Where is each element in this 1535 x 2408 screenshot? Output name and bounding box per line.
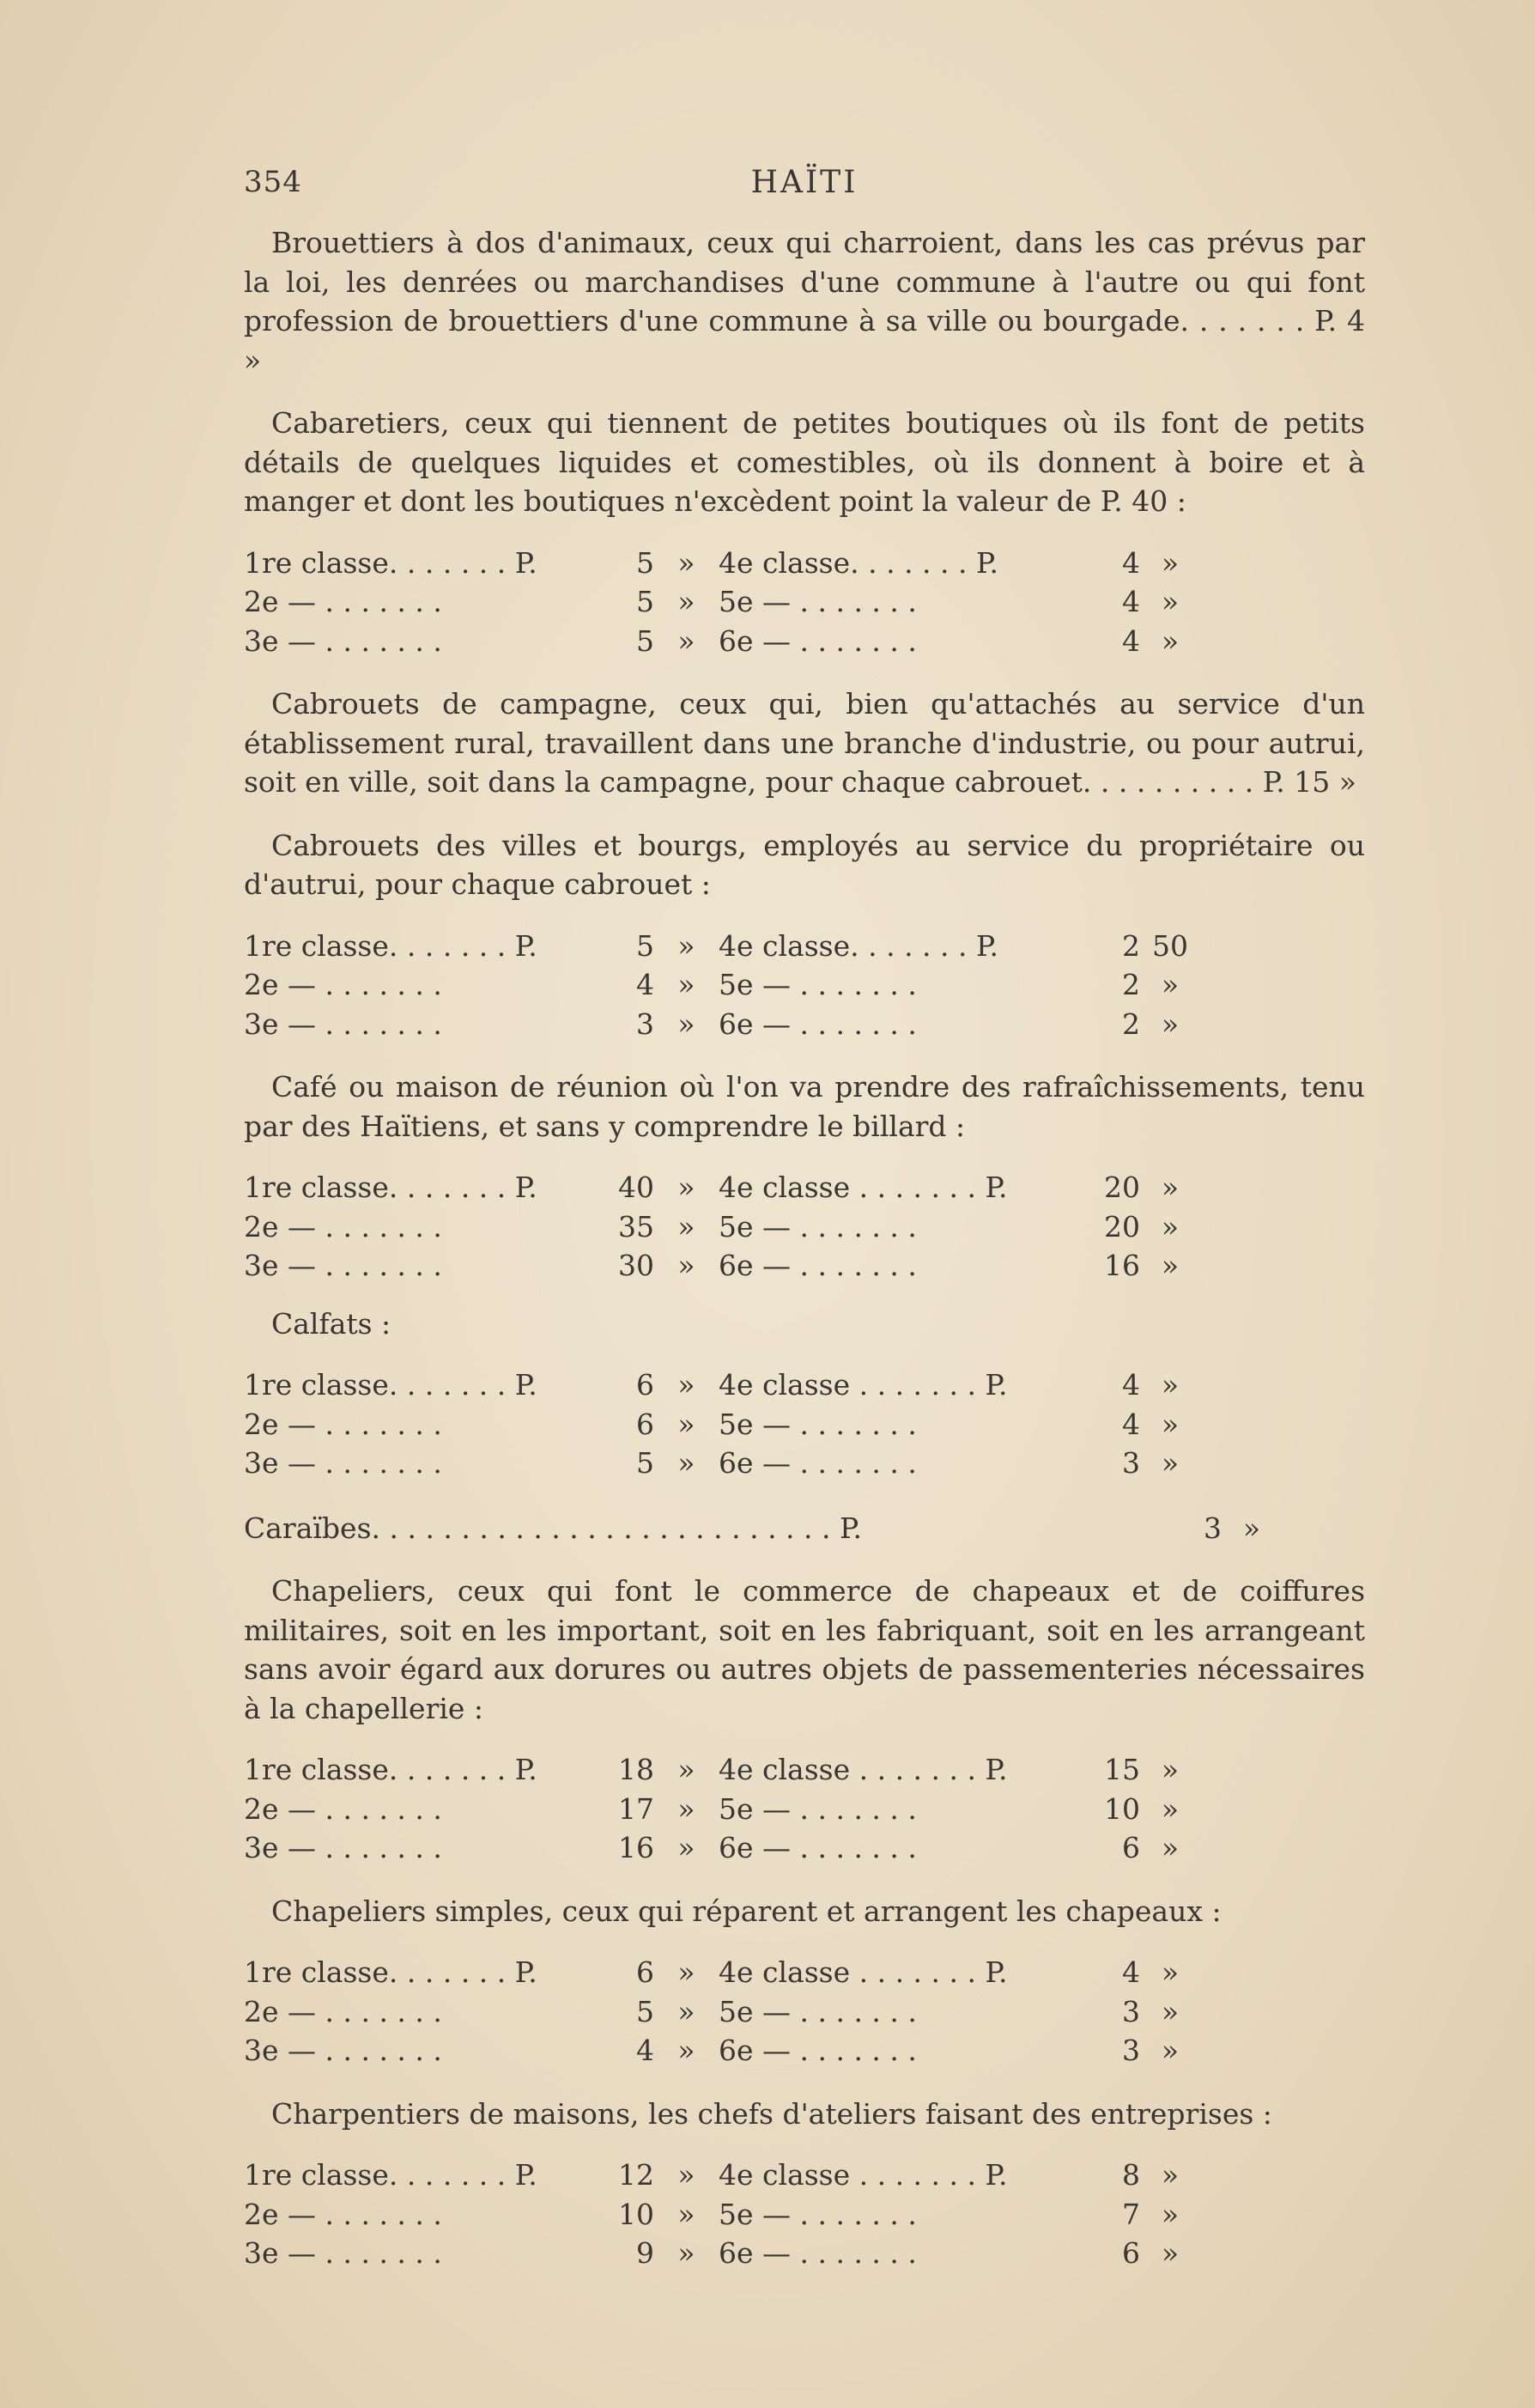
table-cell: 16 [618, 1831, 654, 1864]
table-cell: 40 [618, 1171, 654, 1204]
table-cell: 20 [1104, 1209, 1140, 1244]
table-row [244, 2195, 1200, 2235]
table-cell: 3 [1122, 1994, 1140, 2028]
paragraph-text: Cabrouets de campagne, ceux qui, bien qu'attachés au service d'un établissement rural, travaillent dans une branche d'industrie, ou pour autrui, soit en ville, soit dans la campagne, pour chaque cabrouet. . . . . . . . . . P. 15 » [244, 687, 1365, 799]
table-cell: 6 [636, 1368, 654, 1402]
table-cell: » [1161, 2034, 1180, 2067]
rate-table [244, 1365, 1200, 1483]
table-row [244, 1005, 1200, 1044]
paragraph [244, 684, 1365, 802]
table-cell: » [677, 1209, 695, 1244]
table-cell: » [1161, 1791, 1180, 1826]
table-cell: » [1161, 1407, 1180, 1441]
table-cell: » [1161, 623, 1180, 658]
table-cell: » [1161, 2158, 1180, 2192]
table-cell: 50 [1152, 928, 1188, 963]
table-cell: » [677, 1831, 695, 1864]
table-cell: 2 [1122, 1006, 1140, 1041]
table-cell: 5 [636, 545, 654, 580]
table-cell: 2e — . . . . . . . [244, 2197, 442, 2231]
paragraph-text: Chapeliers simples, ceux qui réparent et arrangent les chapeaux : [271, 1894, 1222, 1928]
page-content [244, 223, 1365, 2273]
table-cell: 17 [618, 1791, 654, 1826]
table-row [244, 2156, 1200, 2195]
table-row [244, 1750, 1200, 1790]
table-cell: » [1161, 2236, 1180, 2270]
paragraph-text: Cabaretiers, ceux qui tiennent de petites boutiques où ils font de petits détails de quelques liquides et comestibles, où ils donnent à boire et à manger et dont les boutiques n'excèdent point la valeur de P. 40 : [244, 406, 1365, 518]
table-row [244, 1365, 1200, 1405]
table-cell: 4 [1122, 1955, 1140, 1989]
table-cell: 15 [1104, 1753, 1140, 1786]
rate-table [244, 1750, 1200, 1868]
table-cell: » [677, 585, 695, 618]
table-cell: 4e classe. . . . . . . P. [719, 928, 998, 963]
table-cell: » [1161, 1249, 1180, 1282]
table-cell: 2e — . . . . . . . [244, 968, 442, 1001]
table-cell: 5e — . . . . . . . [719, 1791, 917, 1826]
table-cell: 6e — . . . . . . . [719, 1249, 917, 1282]
table-cell: 1re classe. . . . . . . P. [244, 928, 537, 963]
table-cell: 2e — . . . . . . . [244, 1209, 442, 1244]
rate-table [244, 1953, 1200, 2071]
table-cell: 3e — . . . . . . . [244, 1249, 442, 1282]
table-cell: 4 [1122, 623, 1140, 658]
table-cell: 4 [1122, 585, 1140, 618]
table-cell: » [677, 968, 695, 1001]
table-cell: 10 [1104, 1791, 1140, 1826]
table-cell: » [677, 2034, 695, 2067]
table-cell: 5 [636, 928, 654, 963]
table-cell: 3 [636, 1006, 654, 1041]
table-cell: 6e — . . . . . . . [719, 2034, 917, 2067]
table-cell: 6e — . . . . . . . [719, 1831, 917, 1864]
table-row [244, 582, 1200, 622]
table-cell: 5e — . . . . . . . [719, 1209, 917, 1244]
table-row [244, 1207, 1200, 1247]
table-cell: » [677, 1171, 695, 1204]
table-cell: » [1161, 2197, 1180, 2231]
paragraph-text: Chapeliers, ceux qui font le commerce de chapeaux et de coiffures militaires, soit en les important, soit en les fabriquant, soit en les arrangeant sans avoir égard aux dorures ou autres objets de passementeries nécessaires à la chapellerie : [244, 1574, 1365, 1725]
paragraph [244, 1572, 1365, 1728]
table-cell: » [1161, 585, 1180, 618]
table-cell: » [677, 1249, 695, 1282]
table-row [244, 622, 1200, 661]
table-cell: 30 [618, 1249, 654, 1282]
section-heading: Calfats : [271, 1306, 391, 1341]
table-cell: » [677, 1955, 695, 1989]
table-cell: 5 [636, 1994, 654, 2028]
table-cell: 4e classe. . . . . . . P. [719, 545, 998, 580]
rate-suffix: » [1242, 1511, 1261, 1545]
table-cell: » [677, 623, 695, 658]
paragraph [244, 404, 1365, 521]
table-cell: 4 [1122, 545, 1140, 580]
table-cell: 6e — . . . . . . . [719, 623, 917, 658]
rate-table [244, 1168, 1200, 1286]
table-cell: 1re classe. . . . . . . P. [244, 2158, 537, 2192]
page-header [244, 163, 1365, 223]
table-cell: » [677, 2158, 695, 2192]
paragraph [244, 2095, 1365, 2134]
table-row [244, 2031, 1200, 2071]
paragraph-text: Charpentiers de maisons, les chefs d'ateliers faisant des entreprises : [271, 2096, 1272, 2131]
table-cell: » [1161, 1831, 1180, 1864]
table-row [244, 1405, 1200, 1444]
table-cell: 6 [636, 1955, 654, 1989]
table-cell: 6 [636, 1407, 654, 1441]
table-row [244, 1246, 1200, 1286]
table-row [244, 965, 1200, 1005]
table-cell: » [677, 1006, 695, 1041]
paragraph-text: Café ou maison de réunion où l'on va prendre des rafraîchissements, tenu par des Haïtiens, et sans y comprendre le billard : [244, 1070, 1365, 1143]
page-number: 354 [244, 165, 302, 199]
paragraph [244, 223, 1365, 380]
rate-table [244, 544, 1200, 661]
table-cell: » [677, 1446, 695, 1480]
table-cell: » [677, 2236, 695, 2270]
single-rate-row [244, 1509, 1365, 1548]
table-cell: 1re classe. . . . . . . P. [244, 1753, 537, 1786]
table-cell: 4 [636, 2034, 654, 2067]
table-cell: 4e classe . . . . . . . P. [719, 1753, 1008, 1786]
table-cell: 12 [618, 2158, 654, 2192]
table-cell: 6e — . . . . . . . [719, 1446, 917, 1480]
table-cell: » [677, 1753, 695, 1786]
book-page [244, 163, 1365, 2273]
table-cell: 20 [1104, 1171, 1140, 1204]
table-cell: 9 [636, 2236, 654, 2270]
table-cell: 5e — . . . . . . . [719, 2197, 917, 2231]
table-cell: » [677, 1791, 695, 1826]
table-cell: » [1161, 1171, 1180, 1204]
table-cell: 10 [618, 2197, 654, 2231]
table-cell: 16 [1104, 1249, 1140, 1282]
table-row [244, 544, 1200, 583]
table-cell: 6 [1122, 1831, 1140, 1864]
table-cell: » [1161, 545, 1180, 580]
rate-value: 3 [1204, 1511, 1222, 1545]
table-cell: 5e — . . . . . . . [719, 1407, 917, 1441]
table-cell: 7 [1122, 2197, 1140, 2231]
table-cell: 1re classe. . . . . . . P. [244, 545, 537, 580]
rate-table [244, 2156, 1200, 2273]
table-cell: 4 [636, 968, 654, 1001]
table-cell: 35 [618, 1209, 654, 1244]
table-row [244, 1790, 1200, 1829]
table-cell: 18 [618, 1753, 654, 1786]
table-cell: 5e — . . . . . . . [719, 585, 917, 618]
table-cell: 1re classe. . . . . . . P. [244, 1368, 537, 1402]
table-cell: 6e — . . . . . . . [719, 1006, 917, 1041]
table-cell: 6 [1122, 2236, 1140, 2270]
table-cell: » [1161, 968, 1180, 1001]
table-cell: » [1161, 1994, 1180, 2028]
table-cell: 5e — . . . . . . . [719, 968, 917, 1001]
paragraph [244, 1067, 1365, 1146]
table-cell: 3e — . . . . . . . [244, 1831, 442, 1864]
table-cell: 1re classe. . . . . . . P. [244, 1955, 537, 1989]
table-cell: 3 [1122, 2034, 1140, 2067]
table-cell: 3e — . . . . . . . [244, 1446, 442, 1480]
table-cell: » [1161, 1209, 1180, 1244]
table-cell: 2 [1122, 968, 1140, 1001]
rate-label: Caraïbes. . . . . . . . . . . . . . . . . . . . . . . . . . P. [244, 1511, 862, 1545]
paragraph-text: Cabrouets des villes et bourgs, employés au service du propriétaire ou d'autrui, pour chaque cabrouet : [244, 828, 1365, 901]
table-cell: » [677, 545, 695, 580]
table-cell: 4e classe . . . . . . . P. [719, 1171, 1008, 1204]
table-cell: » [1161, 1006, 1180, 1041]
table-cell: 3e — . . . . . . . [244, 2236, 442, 2270]
table-cell: 4 [1122, 1368, 1140, 1402]
table-cell: 5 [636, 585, 654, 618]
rate-table [244, 927, 1200, 1044]
table-row [244, 927, 1200, 966]
table-cell: » [677, 1994, 695, 2028]
table-cell: 5 [636, 1446, 654, 1480]
table-cell: 2 [1122, 928, 1140, 963]
table-cell: » [677, 1407, 695, 1441]
table-cell: » [1161, 1446, 1180, 1480]
running-title: HAÏTI [750, 165, 859, 200]
table-row [244, 1444, 1200, 1483]
table-cell: 4e classe . . . . . . . P. [719, 1368, 1008, 1402]
table-cell: 4e classe . . . . . . . P. [719, 1955, 1008, 1989]
table-cell: 3e — . . . . . . . [244, 623, 442, 658]
table-cell: 3e — . . . . . . . [244, 1006, 442, 1041]
table-cell: » [677, 1368, 695, 1402]
table-cell: 3 [1122, 1446, 1140, 1480]
paragraph [244, 826, 1365, 904]
table-cell: 3e — . . . . . . . [244, 2034, 442, 2067]
table-cell: 2e — . . . . . . . [244, 585, 442, 618]
table-cell: » [677, 2197, 695, 2231]
paragraph [244, 1892, 1365, 1931]
paragraph-text: Brouettiers à dos d'animaux, ceux qui charroient, dans les cas prévus par la loi, les denrées ou marchandises d'une commune à l'autre ou qui font profession de brouettiers d'une commune à sa ville ou bourgade. . . . . . . P. 4 » [244, 226, 1365, 377]
table-cell: 1re classe. . . . . . . P. [244, 1171, 537, 1204]
table-row [244, 1992, 1200, 2032]
table-row [244, 1953, 1200, 1992]
table-cell: 8 [1122, 2158, 1140, 2192]
table-cell: » [677, 928, 695, 963]
table-cell: 4e classe . . . . . . . P. [719, 2158, 1008, 2192]
table-cell: 6e — . . . . . . . [719, 2236, 917, 2270]
table-row [244, 2234, 1200, 2273]
table-cell: » [1161, 1955, 1180, 1989]
table-row [244, 1828, 1200, 1868]
table-cell: 2e — . . . . . . . [244, 1994, 442, 2028]
table-cell: 5 [636, 623, 654, 658]
table-cell: 5e — . . . . . . . [719, 1994, 917, 2028]
table-cell: » [1161, 1368, 1180, 1402]
table-row [244, 1168, 1200, 1207]
table-cell: » [1161, 1753, 1180, 1786]
table-cell: 2e — . . . . . . . [244, 1407, 442, 1441]
table-cell: 2e — . . . . . . . [244, 1791, 442, 1826]
table-cell: 4 [1122, 1407, 1140, 1441]
